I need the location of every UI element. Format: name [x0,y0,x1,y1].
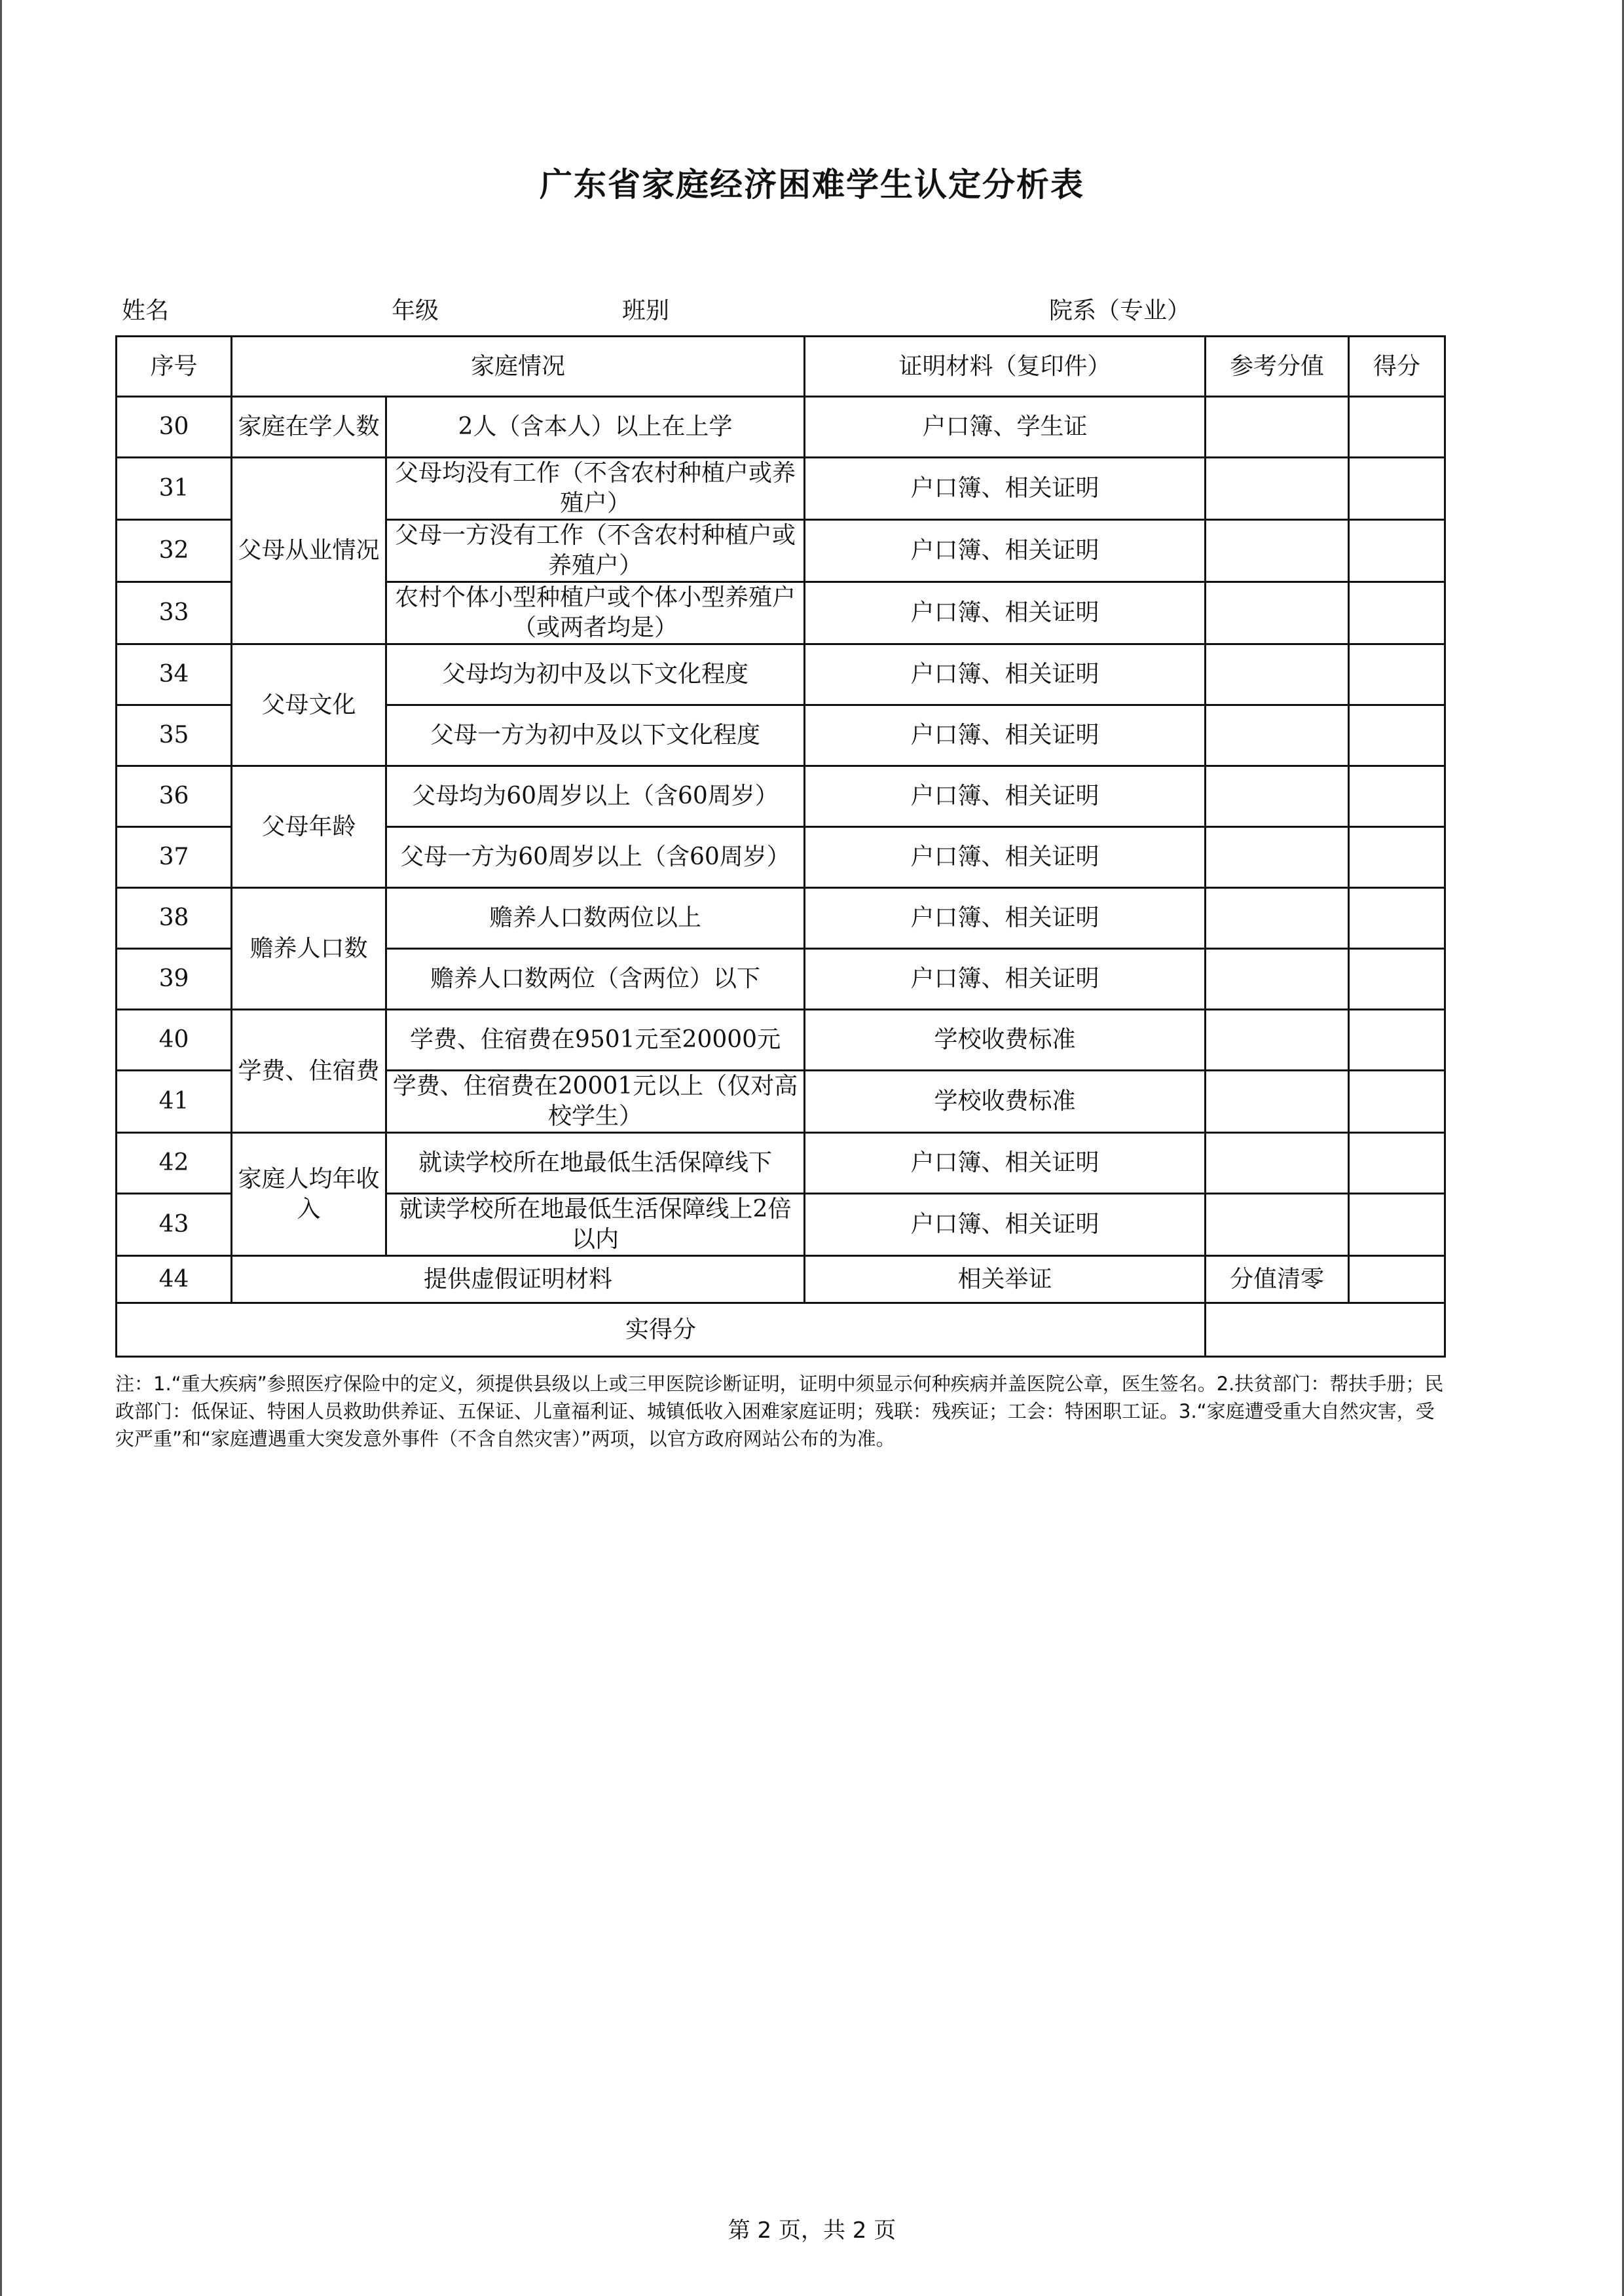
ref-score-cell[interactable] [1206,1194,1349,1256]
row-desc: 父母均为60周岁以上（含60周岁） [386,766,805,827]
total-row [117,1303,1445,1357]
row-no: 30 [117,397,232,458]
row-proof: 相关举证 [805,1256,1206,1303]
row-no: 43 [117,1194,232,1256]
ref-score-cell[interactable] [1206,1133,1349,1194]
ref-score-cell[interactable] [1206,520,1349,582]
row-desc: 学费、住宿费在20001元以上（仅对高校学生） [386,1071,805,1133]
row-no: 36 [117,766,232,827]
score-cell[interactable] [1349,520,1445,582]
row-desc: 学费、住宿费在9501元至20000元 [386,1010,805,1071]
ref-score-cell[interactable] [1206,1010,1349,1071]
ref-score-cell[interactable] [1206,458,1349,520]
page-title: 广东省家庭经济困难学生认定分析表 [540,166,1084,204]
total-label: 实得分 [117,1303,1206,1357]
row-desc: 提供虚假证明材料 [232,1256,805,1303]
row-proof: 户口簿、相关证明 [805,582,1206,644]
row-no: 31 [117,458,232,520]
row-no: 44 [117,1256,232,1303]
ref-score-cell[interactable] [1206,949,1349,1010]
category-fees: 学费、住宿费 [232,1010,386,1133]
name-label: 姓名 [122,297,170,324]
header-score: 得分 [1349,337,1445,397]
scan-edge-left [0,0,2,2296]
score-cell[interactable] [1349,397,1445,458]
row-no: 40 [117,1010,232,1071]
table-row [117,644,1445,705]
row-proof: 户口簿、相关证明 [805,458,1206,520]
ref-score-cell[interactable] [1206,397,1349,458]
row-proof: 户口簿、相关证明 [805,1194,1206,1256]
row-proof: 户口簿、相关证明 [805,520,1206,582]
ref-score-cell[interactable] [1206,582,1349,644]
dept-label: 院系（专业） [1049,297,1191,324]
row-no: 39 [117,949,232,1010]
row-desc: 赡养人口数两位以上 [386,888,805,949]
score-cell[interactable] [1349,1071,1445,1133]
score-cell[interactable] [1349,766,1445,827]
table-row [117,1010,1445,1071]
analysis-table [115,335,1446,1358]
category-students: 家庭在学人数 [232,397,386,458]
row-desc: 农村个体小型种植户或个体小型养殖户（或两者均是） [386,582,805,644]
row-no: 35 [117,705,232,766]
class-label: 班别 [622,297,670,324]
row-proof: 户口簿、学生证 [805,397,1206,458]
row-proof: 户口簿、相关证明 [805,827,1206,888]
row-no: 42 [117,1133,232,1194]
row-proof: 户口簿、相关证明 [805,644,1206,705]
footnote: 注：1.“重大疾病”参照医疗保险中的定义，须提供县级以上或三甲医院诊断证明，证明中须显示何种疾病并盖医院公章，医生签名。2.扶贫部门：帮扶手册；民政部门：低保证、特困人员救助供养证、五保证、儿童福利证、城镇低收入困难家庭证明；残联：残疾证；工会：特困职工证。3.“家庭遭受重大自然灾害，受灾严重”和“家庭遭遇重大突发意外事件（不含自然灾害）”两项，以官方政府网站公布的为准。 [115,1373,1444,1450]
header-proof: 证明材料（复印件） [805,337,1206,397]
total-score-cell[interactable] [1206,1303,1445,1357]
row-desc: 就读学校所在地最低生活保障线上2倍以内 [386,1194,805,1256]
table-row-false-proof [117,1256,1445,1303]
ref-score-cell: 分值清零 [1206,1256,1349,1303]
ref-score-cell[interactable] [1206,705,1349,766]
score-cell[interactable] [1349,949,1445,1010]
row-desc: 父母均没有工作（不含农村种植户或养殖户） [386,458,805,520]
table-row [117,397,1445,458]
ref-score-cell[interactable] [1206,1071,1349,1133]
row-proof: 户口簿、相关证明 [805,705,1206,766]
row-desc: 父母一方没有工作（不含农村种植户或养殖户） [386,520,805,582]
ref-score-cell[interactable] [1206,827,1349,888]
header-seq: 序号 [117,337,232,397]
score-cell[interactable] [1349,644,1445,705]
row-no: 41 [117,1071,232,1133]
row-proof: 户口簿、相关证明 [805,949,1206,1010]
row-no: 32 [117,520,232,582]
header-row [117,337,1445,397]
header-ref-score: 参考分值 [1206,337,1349,397]
score-cell[interactable] [1349,1133,1445,1194]
page-footer: 第 2 页，共 2 页 [728,2217,896,2244]
ref-score-cell[interactable] [1206,766,1349,827]
row-proof: 学校收费标准 [805,1010,1206,1071]
score-cell[interactable] [1349,1256,1445,1303]
row-desc: 就读学校所在地最低生活保障线下 [386,1133,805,1194]
grade-label: 年级 [392,297,439,324]
row-proof: 学校收费标准 [805,1071,1206,1133]
table-row [117,888,1445,949]
row-proof: 户口簿、相关证明 [805,888,1206,949]
category-employment: 父母从业情况 [232,458,386,644]
table-row [117,766,1445,827]
row-proof: 户口簿、相关证明 [805,766,1206,827]
row-no: 33 [117,582,232,644]
ref-score-cell[interactable] [1206,644,1349,705]
category-education: 父母文化 [232,644,386,766]
category-dependents: 赡养人口数 [232,888,386,1010]
category-income: 家庭人均年收入 [232,1133,386,1256]
score-cell[interactable] [1349,458,1445,520]
row-desc: 父母均为初中及以下文化程度 [386,644,805,705]
score-cell[interactable] [1349,827,1445,888]
row-proof: 户口簿、相关证明 [805,1133,1206,1194]
row-desc: 赡养人口数两位（含两位）以下 [386,949,805,1010]
score-cell[interactable] [1349,1194,1445,1256]
row-desc: 父母一方为初中及以下文化程度 [386,705,805,766]
score-cell[interactable] [1349,888,1445,949]
row-no: 38 [117,888,232,949]
score-cell[interactable] [1349,582,1445,644]
category-age: 父母年龄 [232,766,386,888]
ref-score-cell[interactable] [1206,888,1349,949]
row-desc: 父母一方为60周岁以上（含60周岁） [386,827,805,888]
table-row [117,1133,1445,1194]
score-cell[interactable] [1349,1010,1445,1071]
row-no: 34 [117,644,232,705]
score-cell[interactable] [1349,705,1445,766]
row-desc: 2人（含本人）以上在上学 [386,397,805,458]
header-family: 家庭情况 [232,337,805,397]
table-row [117,458,1445,520]
row-no: 37 [117,827,232,888]
